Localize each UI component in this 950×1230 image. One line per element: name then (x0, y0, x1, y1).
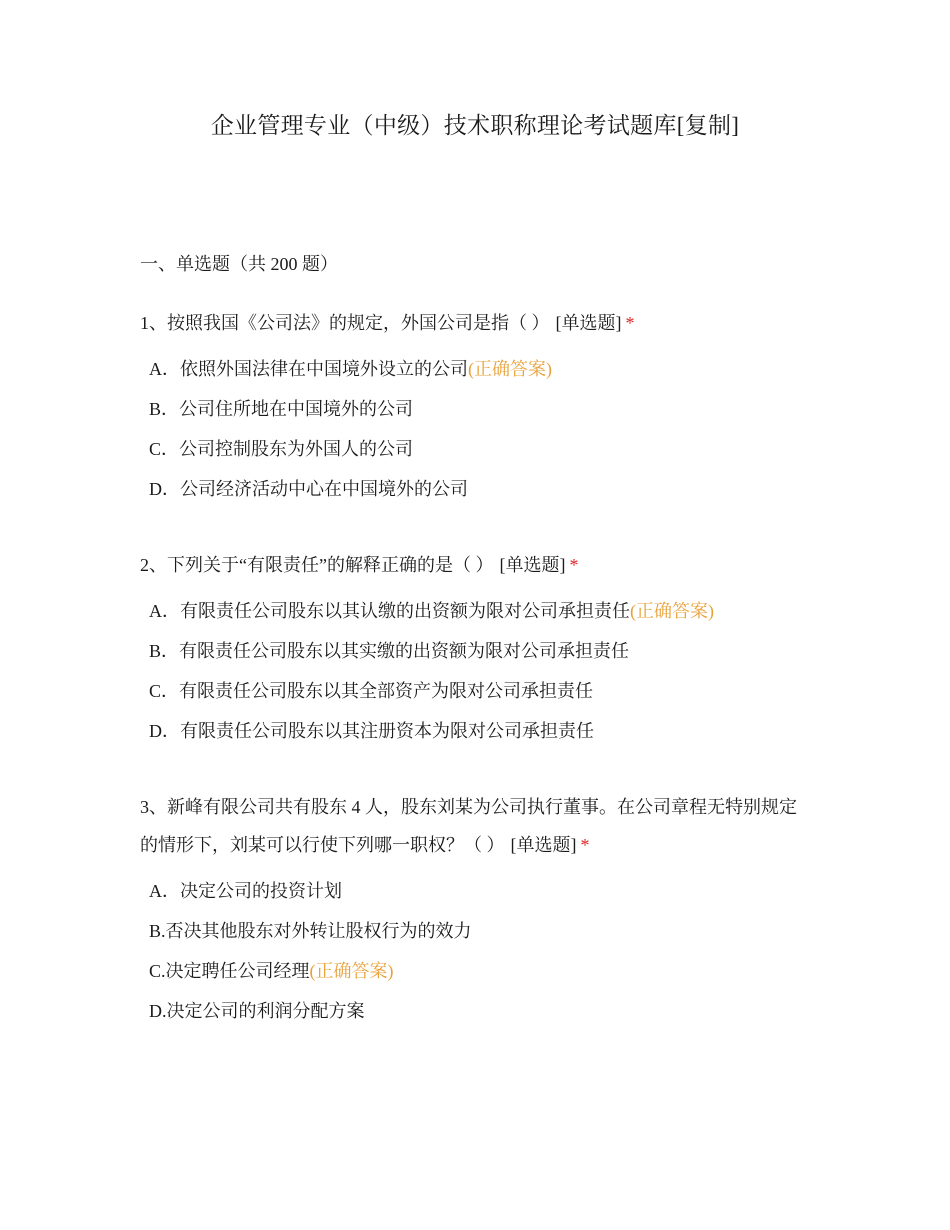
question-1-option-c[interactable] (149, 435, 413, 463)
correct-answer-tag: (正确答案) (468, 359, 552, 379)
option-label: D．有限责任公司股东以其注册资本为限对公司承担责任 (149, 721, 594, 741)
question-3-option-a[interactable] (149, 877, 342, 905)
question-3-text (140, 788, 810, 864)
document-title: 企业管理专业（中级）技术职称理论考试题库[复制] (210, 113, 740, 138)
option-label: B.否决其他股东对外转让股权行为的效力 (149, 921, 472, 941)
question-2-option-b[interactable] (149, 637, 629, 665)
question-2-option-a[interactable] (149, 597, 714, 625)
question-1-option-d[interactable] (149, 475, 468, 503)
option-label: A．决定公司的投资计划 (149, 881, 342, 901)
question-1-option-b[interactable] (149, 395, 413, 423)
option-label: B．公司住所地在中国境外的公司 (149, 399, 414, 419)
option-label: D．公司经济活动中心在中国境外的公司 (149, 479, 468, 499)
question-3-option-b[interactable] (149, 917, 472, 945)
correct-answer-tag: (正确答案) (309, 961, 394, 981)
option-label: B．有限责任公司股东以其实缴的出资额为限对公司承担责任 (149, 641, 630, 661)
required-mark: * (569, 555, 579, 575)
question-3-option-d[interactable] (149, 997, 365, 1025)
correct-answer-tag: (正确答案) (630, 601, 714, 621)
question-type: [单选题] (555, 313, 622, 333)
required-mark: * (580, 835, 590, 855)
option-label: A．依照外国法律在中国境外设立的公司 (149, 359, 468, 379)
required-mark: * (625, 313, 635, 333)
question-3-option-c[interactable] (149, 957, 394, 985)
option-label: A．有限责任公司股东以其认缴的出资额为限对公司承担责任 (149, 601, 630, 621)
question-1-text (140, 304, 810, 342)
question-text: 2、下列关于“有限责任”的解释正确的是（ ） (140, 555, 494, 575)
option-label: C．公司控制股东为外国人的公司 (149, 439, 414, 459)
question-2-text (140, 546, 810, 584)
question-text: 1、按照我国《公司法》的规定，外国公司是指（ ） (140, 313, 550, 333)
question-type: [单选题] (510, 835, 577, 855)
option-label: C．有限责任公司股东以其全部资产为限对公司承担责任 (149, 681, 594, 701)
question-1-option-a[interactable] (149, 355, 552, 383)
option-label: D.决定公司的利润分配方案 (149, 1001, 365, 1021)
question-type: [单选题] (499, 555, 566, 575)
question-2-option-d[interactable] (149, 717, 594, 745)
section-heading: 一、单选题（共 200 题） (140, 254, 338, 274)
option-label: C.决定聘任公司经理 (149, 961, 310, 981)
question-2-option-c[interactable] (149, 677, 593, 705)
question-text: 3、新峰有限公司共有股东 4 人，股东刘某为公司执行董事。在公司章程无特别规定的情形下，刘某可以行使下列哪一职权？（ ） (140, 797, 797, 855)
